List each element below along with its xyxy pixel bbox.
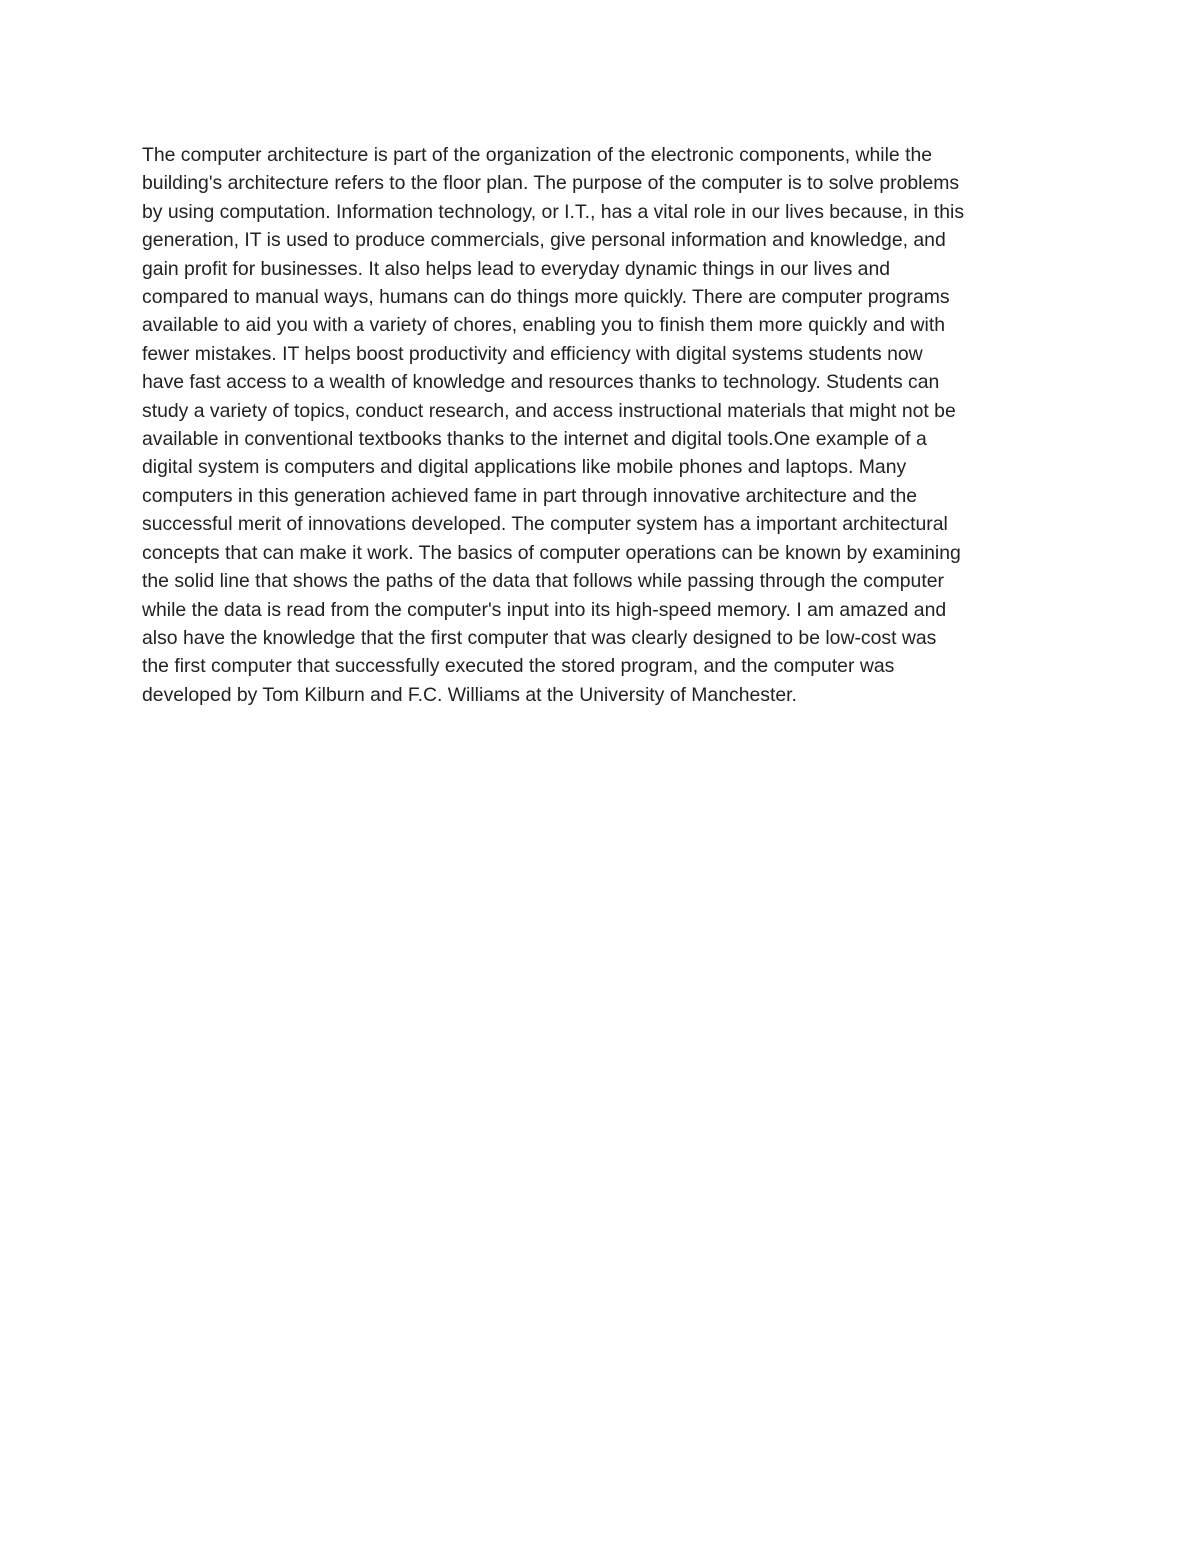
paragraph-line: the first computer that successfully executed the stored program, and the computer was	[142, 655, 895, 678]
paragraph-line: building's architecture refers to the floor plan. The purpose of the computer is to solve problems	[142, 172, 960, 195]
paragraph-line: by using computation. Information technology, or I.T., has a vital role in our lives because, in this	[142, 200, 965, 223]
paragraph-line: digital system is computers and digital applications like mobile phones and laptops. Many	[142, 456, 907, 479]
paragraph-line: while the data is read from the computer's input into its high-speed memory. I am amazed and	[142, 598, 947, 621]
paragraph-line: computers in this generation achieved fame in part through innovative architecture and the	[142, 484, 918, 507]
paragraph-line: successful merit of innovations developed. The computer system has a important architectural	[142, 513, 948, 536]
paragraph-line: concepts that can make it work. The basics of computer operations can be known by examining	[142, 541, 961, 564]
paragraph-line: also have the knowledge that the first computer that was clearly designed to be low-cost was	[142, 626, 937, 649]
paragraph-line: developed by Tom Kilburn and F.C. Williams at the University of Manchester.	[142, 683, 797, 706]
paragraph-line: study a variety of topics, conduct research, and access instructional materials that might not be	[142, 399, 956, 422]
paragraph-line: generation, IT is used to produce commercials, give personal information and knowledge, and	[142, 229, 946, 252]
paragraph-line: have fast access to a wealth of knowledge and resources thanks to technology. Students can	[142, 371, 940, 394]
paragraph-line: the solid line that shows the paths of the data that follows while passing through the computer	[142, 570, 944, 593]
paragraph-line: compared to manual ways, humans can do things more quickly. There are computer programs	[142, 286, 950, 309]
body-paragraph	[142, 141, 1072, 709]
paragraph-line: available in conventional textbooks thanks to the internet and digital tools.One example of a	[142, 428, 927, 451]
paragraph-line: available to aid you with a variety of chores, enabling you to finish them more quickly and with	[142, 314, 945, 337]
paragraph-line: fewer mistakes. IT helps boost productivity and efficiency with digital systems students now	[142, 342, 923, 365]
paragraph-line: The computer architecture is part of the organization of the electronic components, while the	[142, 144, 933, 166]
paragraph-line: gain profit for businesses. It also helps lead to everyday dynamic things in our lives and	[142, 257, 891, 280]
